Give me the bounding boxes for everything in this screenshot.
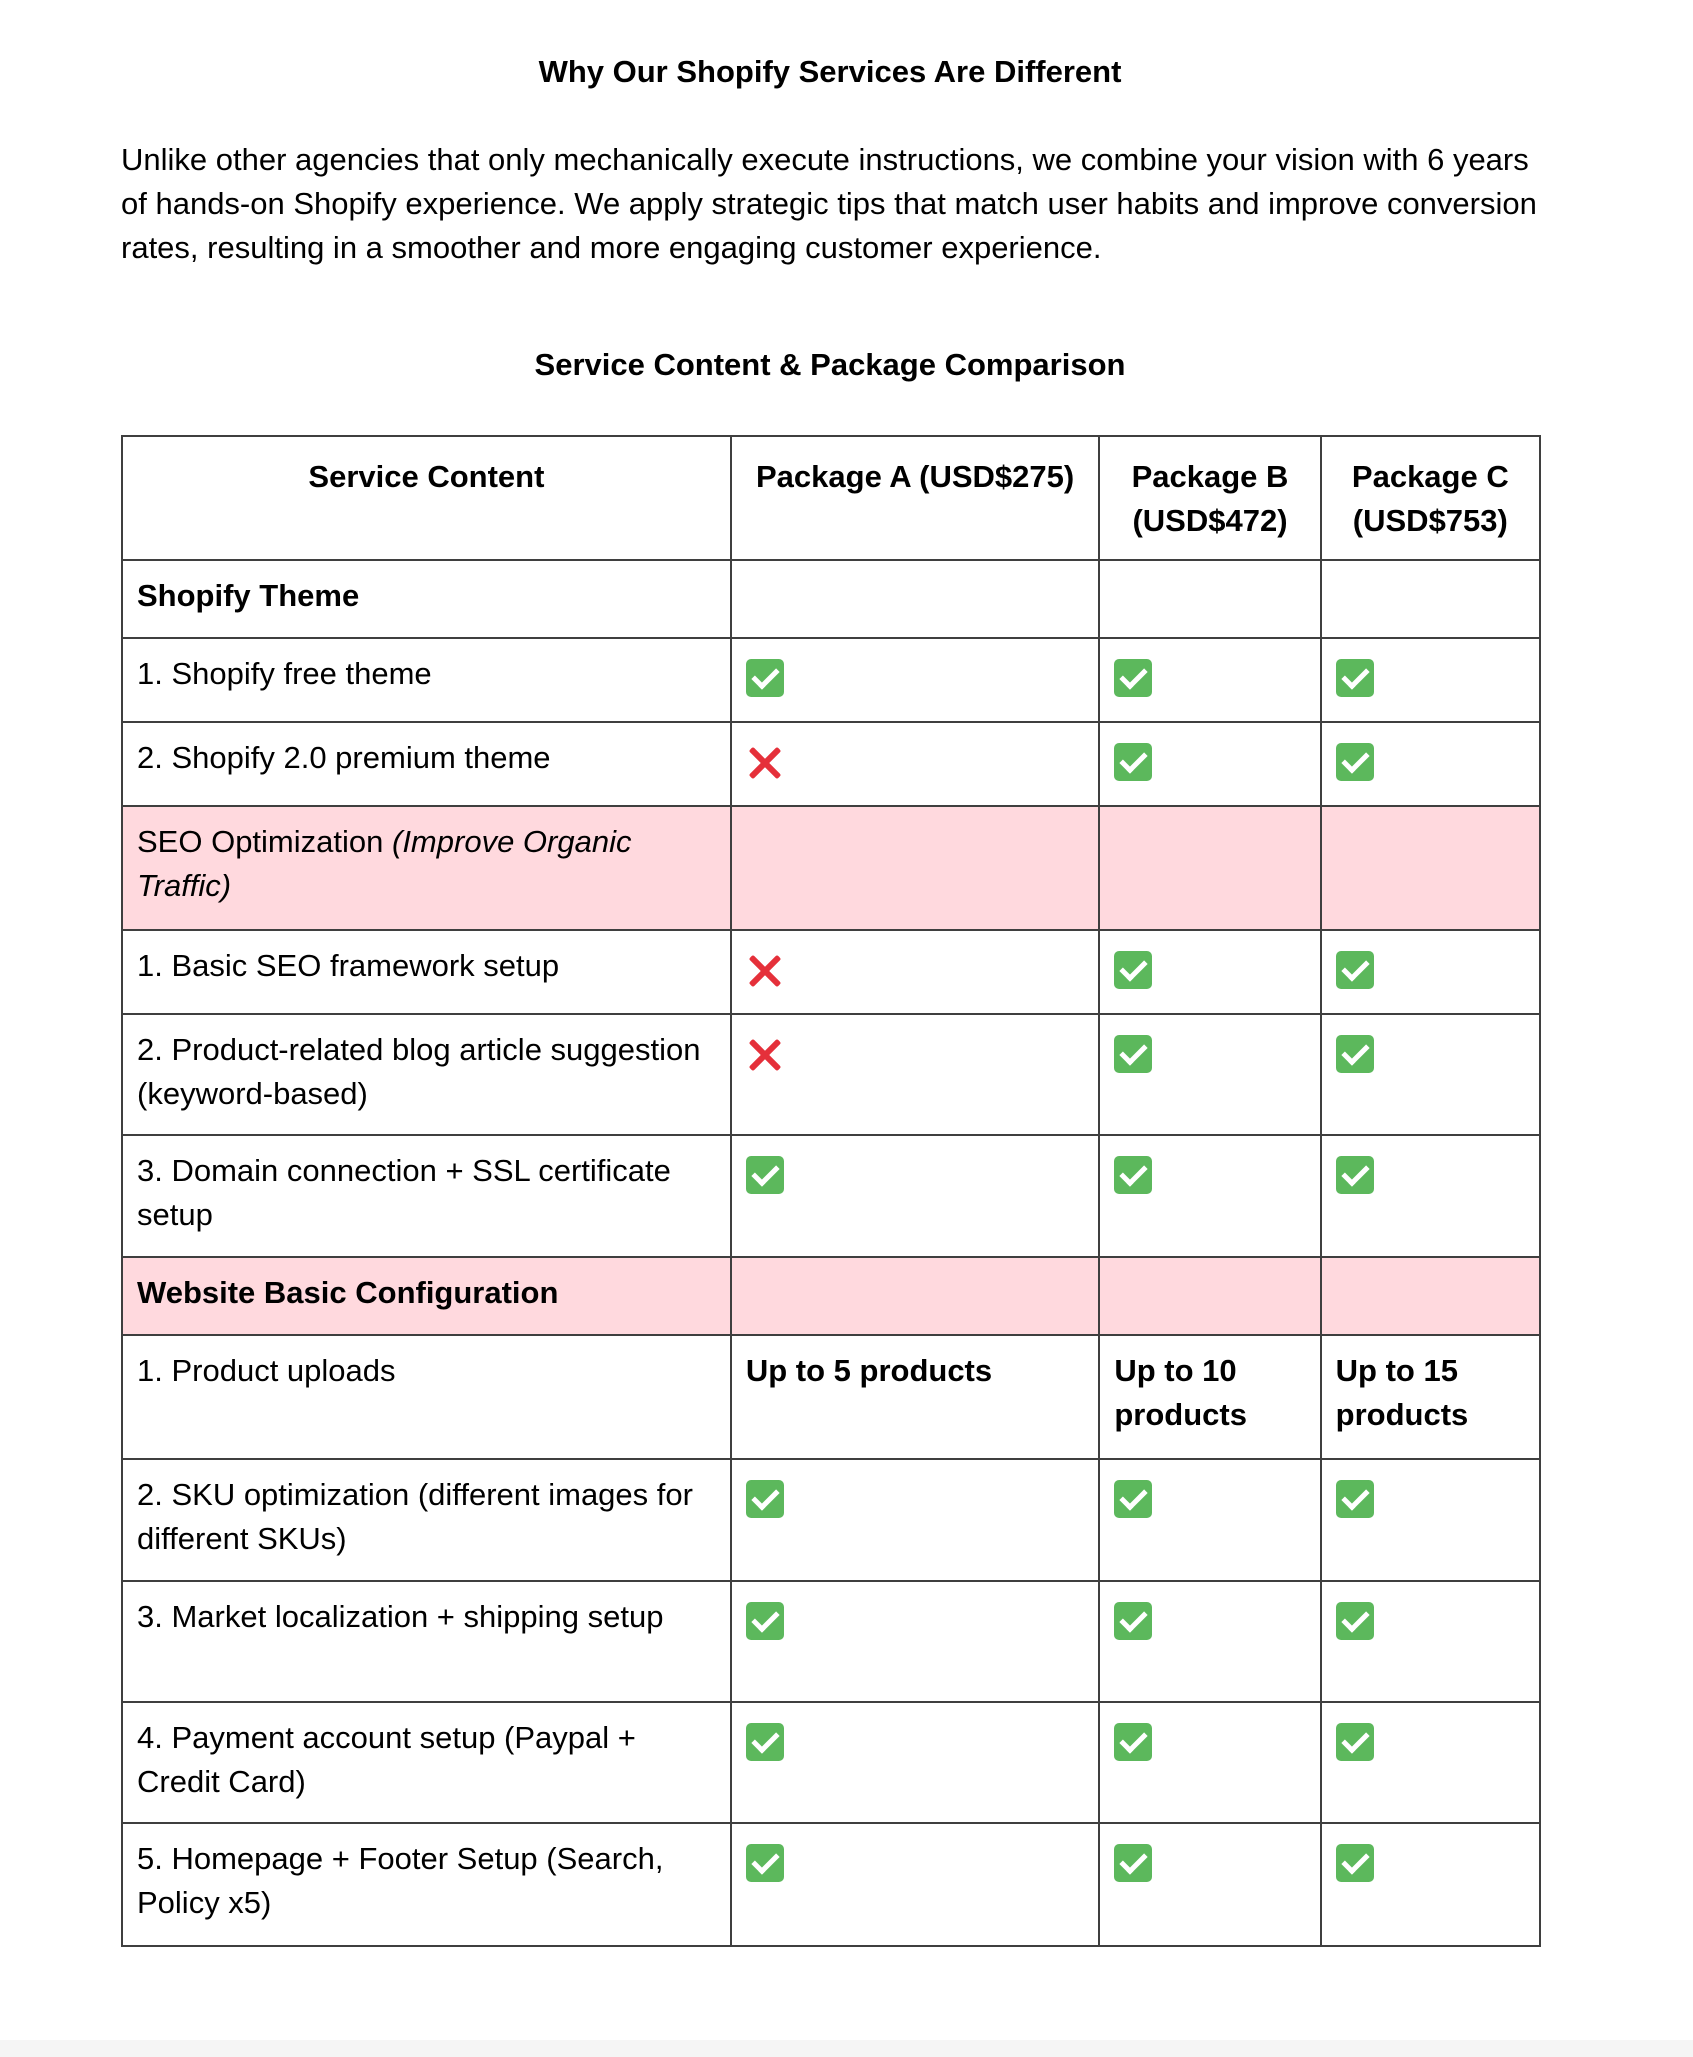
row-label: 1. Shopify free theme: [122, 638, 731, 722]
row-label: 3. Domain connection + SSL certificate setup: [122, 1135, 731, 1257]
table-row: [122, 1135, 1540, 1257]
table-row: [122, 930, 1540, 1014]
section-row-shopify-theme: [122, 560, 1540, 638]
header-package-b: Package B (USD$472): [1099, 436, 1320, 560]
section-label: [122, 806, 731, 930]
check-icon: [746, 659, 784, 697]
header-service-content: Service Content: [122, 436, 731, 560]
intro-paragraph: Unlike other agencies that only mechanically execute instructions, we combine your vision with 6 years of hands-on Shopify experience. We apply strategic tips that match user habits and improve conversion rates, resulting in a smoother and more engaging customer experience.: [121, 142, 1537, 265]
check-icon: [1114, 951, 1152, 989]
header-package-a: Package A (USD$275): [731, 436, 1100, 560]
section-row-basic-config: [122, 1257, 1540, 1335]
check-icon: [1336, 659, 1374, 697]
row-label: 5. Homepage + Footer Setup (Search, Policy x5): [122, 1823, 731, 1946]
check-icon: [1336, 1602, 1374, 1640]
row-label: 2. Shopify 2.0 premium theme: [122, 722, 731, 806]
check-icon: [746, 1723, 784, 1761]
check-icon: [1114, 659, 1152, 697]
check-icon: [1114, 1723, 1152, 1761]
check-icon: [1336, 1844, 1374, 1882]
check-icon: [746, 1844, 784, 1882]
table-header-row: [122, 436, 1540, 560]
row-label: 3. Market localization + shipping setup: [122, 1581, 731, 1702]
table-row: [122, 1581, 1540, 1702]
check-icon: [1336, 1723, 1374, 1761]
check-icon: [1114, 1035, 1152, 1073]
check-icon: [1114, 743, 1152, 781]
row-label: 2. SKU optimization (different images for different SKUs): [122, 1459, 731, 1581]
uploads-package-a: Up to 5 products: [731, 1335, 1100, 1459]
check-icon: [746, 1156, 784, 1194]
check-icon: [1114, 1480, 1152, 1518]
table-row: [122, 1459, 1540, 1581]
check-icon: [1336, 743, 1374, 781]
section-label: Website Basic Configuration: [122, 1257, 731, 1335]
row-label: 2. Product-related blog article suggestion (keyword-based): [122, 1014, 731, 1135]
seo-section-title: SEO Optimization: [137, 824, 384, 859]
check-icon: [1114, 1844, 1152, 1882]
table-row: [122, 638, 1540, 722]
uploads-package-b: Up to 10 products: [1099, 1335, 1320, 1459]
cross-icon: [746, 743, 784, 781]
check-icon: [1114, 1156, 1152, 1194]
table-row: [122, 1335, 1540, 1459]
check-icon: [1336, 951, 1374, 989]
check-icon: [746, 1602, 784, 1640]
table-row: [122, 1702, 1540, 1823]
check-icon: [1336, 1480, 1374, 1518]
section-row-seo: [122, 806, 1540, 930]
check-icon: [746, 1480, 784, 1518]
table-row: [122, 1014, 1540, 1135]
page-title: Why Our Shopify Services Are Different: [538, 54, 1122, 89]
table-row: [122, 722, 1540, 806]
check-icon: [1114, 1602, 1152, 1640]
seo-section-note: (Improve Organic Traffic): [137, 824, 632, 903]
check-icon: [1336, 1035, 1374, 1073]
table-row: [122, 1823, 1540, 1946]
page-bottom-edge: [0, 2040, 1693, 2057]
header-package-c: Package C (USD$753): [1321, 436, 1540, 560]
comparison-subtitle: Service Content & Package Comparison: [534, 347, 1126, 382]
row-label: 1. Product uploads: [122, 1335, 731, 1459]
check-icon: [1336, 1156, 1374, 1194]
row-label: 4. Payment account setup (Paypal + Credit Card): [122, 1702, 731, 1823]
cross-icon: [746, 1035, 784, 1073]
section-label: Shopify Theme: [122, 560, 731, 638]
cross-icon: [746, 951, 784, 989]
package-comparison-table: [121, 435, 1541, 1947]
row-label: 1. Basic SEO framework setup: [122, 930, 731, 1014]
uploads-package-c: Up to 15 products: [1321, 1335, 1540, 1459]
